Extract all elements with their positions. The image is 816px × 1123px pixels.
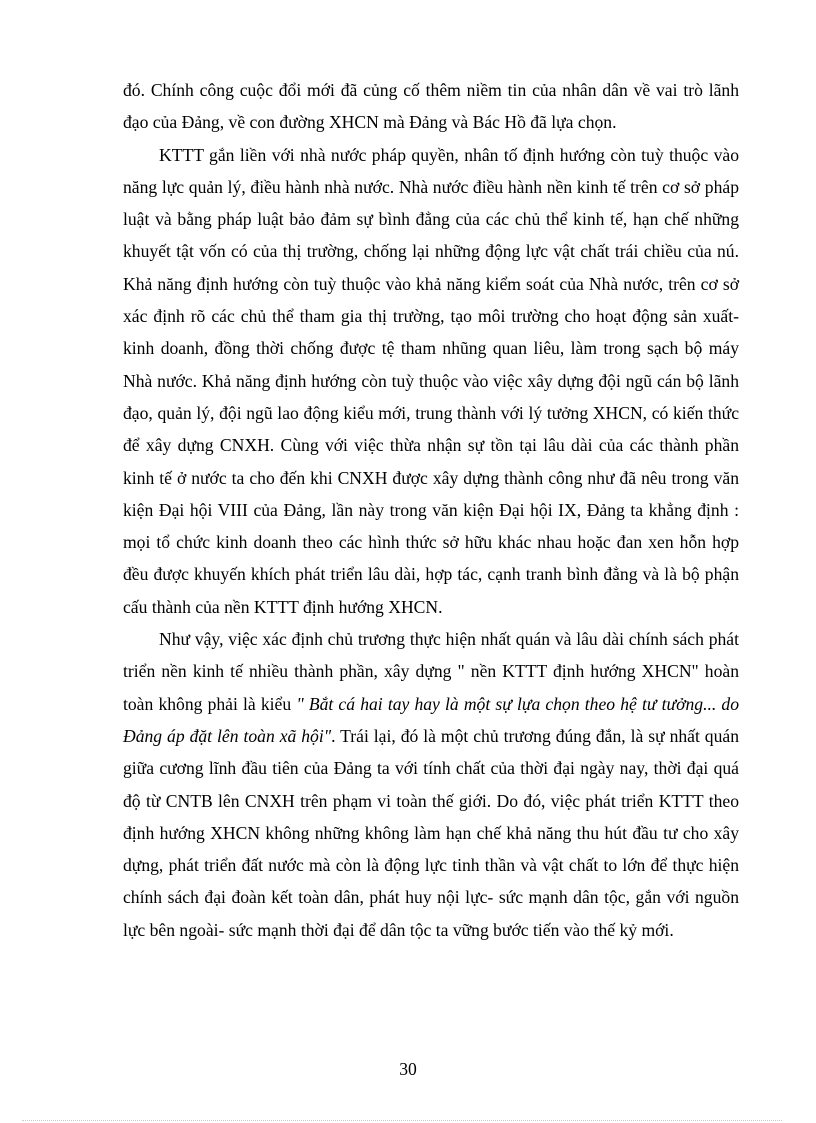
- paragraph-2: KTTT gắn liền với nhà nước pháp quyền, nhân tố định hướng còn tuỳ thuộc vào năng lực quản lý, điều hành nhà nước. Nhà nước điều hành nền kinh tế trên cơ sở pháp luật và bằng pháp luật bảo đảm sự bình đẳng của các chủ thể kinh tế, hạn chế những khuyết tật vốn có của thị trường, chống lại những động lực vật chất trái chiều của nú. Khả năng định hướng còn tuỳ thuộc vào khả năng kiểm soát của Nhà nước, trên cơ sở xác định rõ các chủ thể tham gia thị trường, tạo môi trường cho hoạt động sản xuất- kinh doanh, đồng thời chống được tệ tham nhũng quan liêu, làm trong sạch bộ máy Nhà nước. Khả năng định hướng còn tuỳ thuộc vào việc xây dựng đội ngũ cán bộ lãnh đạo, quản lý, đội ngũ lao động kiểu mới, trung thành với lý tưởng XHCN, có kiến thức để xây dựng CNXH. Cùng với việc thừa nhận sự tồn tại lâu dài của các thành phần kinh tế ở nước ta cho đến khi CNXH được xây dựng thành công như đã nêu trong văn kiện Đại hội VIII của Đảng, lần này trong văn kiện Đại hội IX, Đảng ta khẳng định : mọi tổ chức kinh doanh theo các hình thức sở hữu khác nhau hoặc đan xen hỗn hợp đều được khuyến khích phát triển lâu dài, hợp tác, cạnh tranh bình đẳng và là bộ phận cấu thành của nền KTTT định hướng XHCN.: [123, 144, 739, 617]
- paragraph-3: [123, 623, 739, 946]
- paragraph-3-text-before: Như vậy, việc xác định chủ trương thực hiện nhất quán và lâu dài chính sách phát triển nền kinh tế nhiều thành phần, xây dựng " nền KTTT định hướng XHCN" hoàn toàn không phải là kiểu: [123, 629, 739, 714]
- paragraph-3-text-after: . Trái lại, đó là một chủ trương đúng đắn, là sự nhất quán giữa cương lĩnh đầu tiên của Đảng ta với tính chất của thời đại ngày nay, thời đại quá độ từ CNTB lên CNXH trên phạm vi toàn thế giới. Do đó, việc phát triển KTTT theo định hướng XHCN không những không làm hạn chế khả năng thu hút đầu tư cho xây dựng, phát triển đất nước mà còn là động lực tinh thần và vật chất to lớn để thực hiện chính sách đại đoàn kết toàn dân, phát huy nội lực- sức mạnh dân tộc, gắn với nguồn lực bên ngoài- sức mạnh thời đại để dân tộc ta vững bước tiến vào thế kỷ mới.: [123, 725, 740, 940]
- paragraph-3-quote: " Bắt cá hai tay hay là một sự lựa chọn theo hệ tư tưởng... do Đảng áp đặt lên toàn xã hội": [123, 693, 740, 746]
- paragraph-1: đó. Chính công cuộc đổi mới đã củng cố thêm niềm tin của nhân dân về vai trò lãnh đạo của Đảng, về con đường XHCN mà Đảng và Bác Hồ đã lựa chọn.: [123, 80, 739, 133]
- page-number: 30: [399, 1059, 417, 1079]
- page-bottom-divider: [22, 1120, 782, 1121]
- body-text: [123, 74, 739, 946]
